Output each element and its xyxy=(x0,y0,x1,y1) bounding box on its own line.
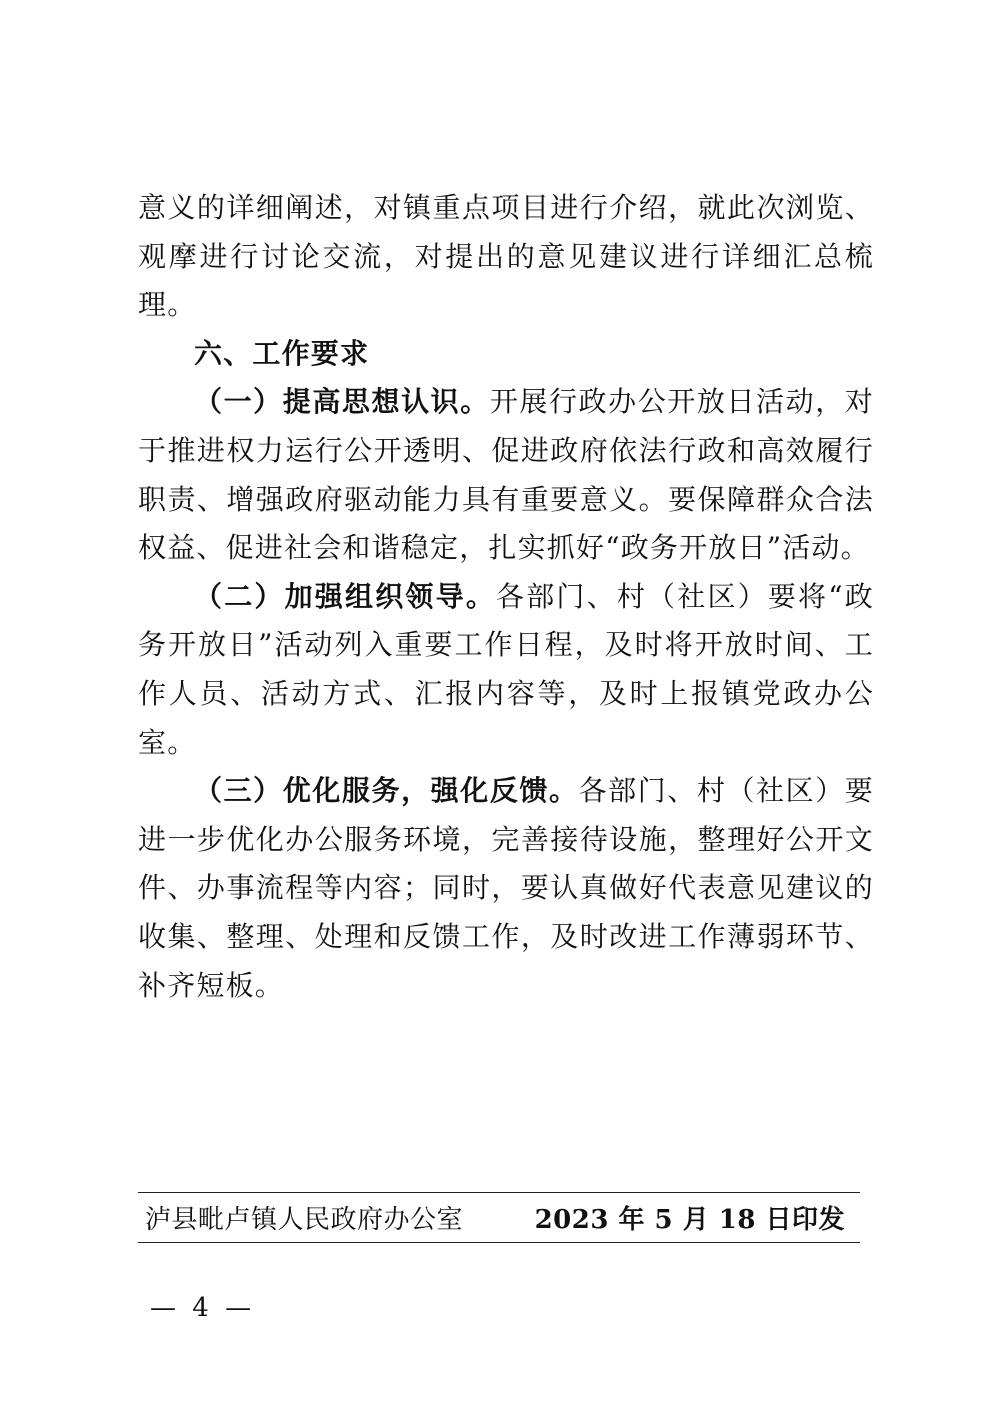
footer-issuance-row xyxy=(145,1200,845,1240)
issue-date: 2023 年 5 月 18 日印发 xyxy=(534,1205,845,1235)
requirement-item-1-lead: （一）提高思想认识。 xyxy=(194,385,490,419)
requirement-item-1 xyxy=(138,378,874,572)
requirement-item-3-text: 各部门、村（社区）要进一步优化办公服务环境，完善接待设施，整理好公开文件、办事流程等内容；同时，要认真做好代表意见建议的收集、整理、处理和反馈工作，及时改进工作薄弱环节、补齐短板。 xyxy=(138,774,874,1002)
requirement-item-2-text: 各部门、村（社区）要将“政务开放日”活动列入重要工作日程，及时将开放时间、工作人员、活动方式、汇报内容等，及时上报镇党政办公室。 xyxy=(138,579,874,759)
footer-top-rule xyxy=(138,1192,860,1193)
requirement-item-3-lead: （三）优化服务，强化反馈。 xyxy=(194,774,579,808)
section-heading: 六、工作要求 xyxy=(194,336,370,370)
footer-bottom-rule xyxy=(138,1242,860,1243)
requirement-item-2 xyxy=(138,573,874,767)
continuation-paragraph: 意义的详细阐述，对镇重点项目进行介绍，就此次浏览、观摩进行讨论交流，对提出的意见建议进行详细汇总梳理。 xyxy=(138,191,874,322)
requirement-item-1-text: 开展行政办公开放日活动，对于推进权力运行公开透明、促进政府依法行政和高效履行职责、增强政府驱动能力具有重要意义。要保障群众合法权益、促进社会和谐稳定，扎实抓好“政务开放日”活动。 xyxy=(138,385,874,565)
requirement-item-2-lead: （二）加强组织领导。 xyxy=(194,579,497,613)
document-body xyxy=(138,184,874,1010)
requirement-item-3 xyxy=(138,767,874,1010)
issuing-office: 泸县毗卢镇人民政府办公室 xyxy=(145,1205,464,1235)
page-number: — 4 — xyxy=(150,1293,256,1323)
